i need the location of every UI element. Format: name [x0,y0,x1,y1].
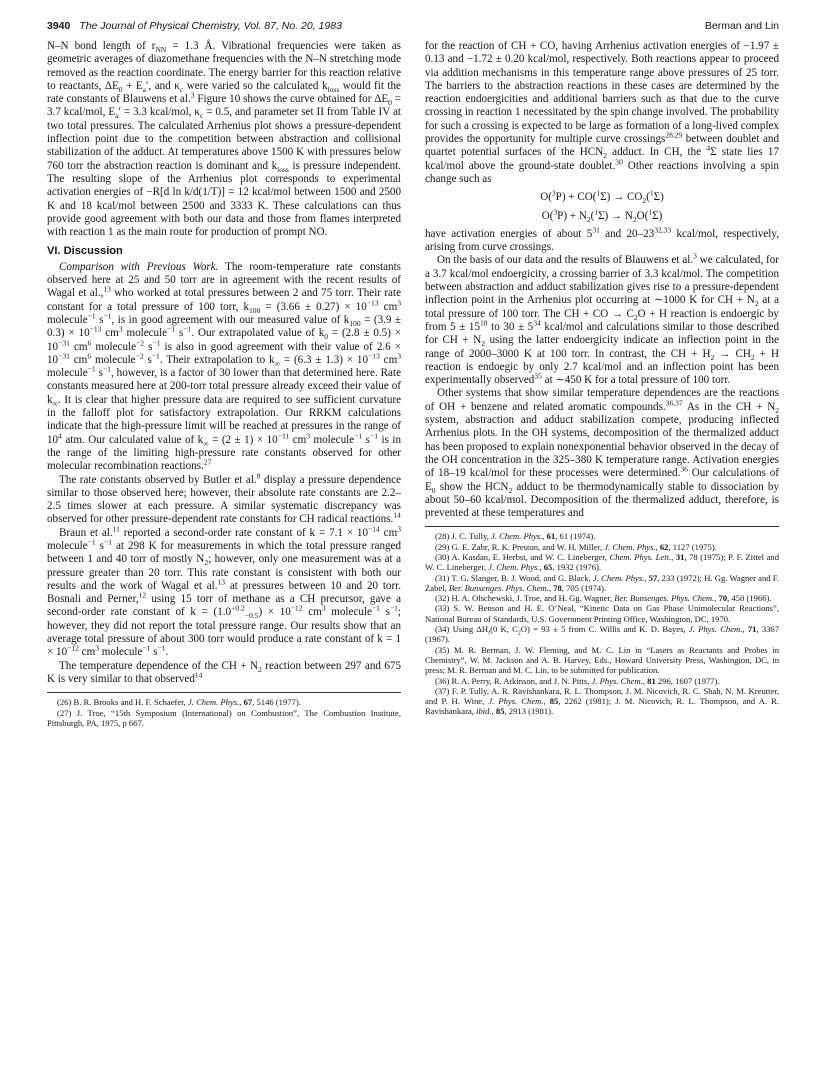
section-heading: VI. Discussion [47,245,123,258]
reference-item: (35) M. R. Berman, J. W. Fleming, and M. C. Lin in “Lasers as Reactants and Probes in Chemistry”, W. M. Jackson and A. B. Harvey, Eds., Howard University Press, Washington, DC, in press; M. R. Berman and M. C. Lin, to be submitted for publication. [425,644,779,676]
reference-item: (34) Using $\Delta H_f(0$ K, $C_2O) = 93 \pm 5$ from C. Willis and K. D. Bayes, J. Phys. Chem., 71, 3367 (1967). [425,624,780,645]
paragraph: for the reaction of CH + CO, having Arrhenius activation energies of −1.97 ± 0.13 and −1.72 ± 0.20 kcal/mol, respectively. Both reactions appear to proceed via addition mechanisms in this temperature range above pressures of 25 torr. The barriers to the abstraction reactions in these cases are determined by the reaction endoergicities and additional barriers such as that due to the curve crossing in reaction 1 necessitated by the spin change involved. The probability for such a crossing is expected to be large as formation of a long-lived complex provides the opportunity for multiple curve crossings$^{28,29}$ between doublet and quartet potential surfaces of the $HCN_2$ adduct. In CH, the $^4$Σ state lies 17 kcal/mol above the ground-state doublet.$^{30}$ Other reactions involving a spin change such as [425,40,779,185]
reference-item: (33) S. W. Benson and H. E. O’Neal, “Kinetic Data on Gas Phase Unimolecular Reactions”, National Bureau of Standards, U.S. Government Printing Office, Washington, DC, 1970. [425,603,779,624]
paragraph: Braun et al.$^{11}$ reported a second-order rate constant of $k = 7.1 \times 10^{-14}$ $cm^3$ molecule$^{-1}$ $s^{-1}$ at 298 K for measurements in which the total pressure ranged between 1 and 40 torr of mostly $N_2$; however, only one measurement was at a pressure greater than 20 torr. This rate constant is consistent with both our results and the work of Wagal et al.$^{13}$ at pressures between 10 and 20 torr. Bosnali and Perner,$^{12}$ using 15 torr of methane as a CH precursor, gave a second-order rate constant of $k = (1.0^{+0.2}_{-0.5}) \times 10^{-12}$ $cm^3$ molecule$^{-1}$ $s^{-1}$; however, they did not report the total pressure range. Our results show that an average total pressure of about 300 torr would produce a rate constant of $k = 1 \times 10^{-12}$ $cm^3$ molecule$^{-1}$ $s^{-1}$. [47,524,402,659]
references-list [47,697,401,728]
reference-item: (31) T. G. Slanger, B. J. Wood, and G. Black, J. Chem. Phys., 57, 233 (1972); H. Gg. Wagner and F. Zabel, Ber. Bunsenges. Phys. Chem., 78, 705 (1974). [425,572,780,593]
journal-citation: The Journal of Physical Chemistry, Vol. 87, No. 20, 1983 [79,20,342,32]
paragraph: The temperature dependence of the CH + $N_2$ reaction between 297 and 675 K is very similar to that observed$^{14}$ [47,659,401,685]
paragraph: Comparison with Previous Work. The room-temperature rate constants observed here at 25 and 50 torr are in agreement with the recent results of Wagal et al.,$^{13}$ who worked at total pressures between 2 and 75 torr. Their rate constant for a total pressure of 100 torr, $k_{100} = (3.66 \pm 0.27) \times 10^{-13}$ $cm^3$ molecule$^{-1}$ $s^{-1}$, is in good agreement with our measured value of $k_{100} = (3.9 \pm 0.3) \times 10^{-13}$ $cm^3$ molecule$^{-1}$ $s^{-1}$. Our extrapolated value of $k_0 = (2.8 \pm 0.5) \times 10^{-31}$ $cm^6$ molecule$^{-2}$ $s^{-1}$ is also in good agreement with their value of $2.6 \times 10^{-31}$ $cm^6$ molecule$^{-2}$ $s^{-1}$. Their extrapolation to $k_\infty = (6.3 \pm 1.3) \times 10^{-13}$ $cm^3$ molecule$^{-1}$ $s^{-1}$, however, is a factor of 30 lower than that determined here. Rate constants measured here at 200-torr total pressure already exceed their value of $k_\infty$. It is clear that higher pressure data are required to see sufficient curvature in the falloff plot for satisfactory extrapolation. Our RRKM calculations indicate that the high-pressure limit will be reached at pressures in the range of $10^4$ atm. Our calculated value of $k_\infty = (2 \pm 1) \times 10^{-11}$ $cm^3$ molecule$^{-1}$ $s^{-1}$ is in the range of the limiting high-pressure rate constants observed for other molecular recombination reactions.$^{27}$ [47,260,402,473]
paragraph: N–N bond length of $r_{NN} = 1.3$ Å. Vibrational frequencies were taken as geometric averages of diazomethane frequencies with the N–N stretching mode removed as the reaction coordinate. The energy barrier for this reaction relative to reactants, $\Delta E_0 + E_a'$, and $\kappa_c$ were varied so the calculated $k_{loss}$ would fit the rate constants of Blauwens et al.$^3$ Figure 10 shows the curve obtained for $\Delta E_0 = 3.7$ kcal/mol, $E_a' = 3.3$ kcal/mol, $\kappa_c = 0.5$, and parameter set II from Table IV at two total pressures. The calculated Arrhenius plot shows a pressure-dependent inflection point due to the competition between abstraction and collisional stabilization of the adduct. At temperatures above 1500 K with pressures below 760 torr the abstraction reaction is dominant and $k_{loss}$ is pressure independent. The resulting slope of the Arrhenius plot corresponds to experimental activation energies of −R[d ln k/d(1/T)] = 12 kcal/mol between 1500 and 2500 K and 18 kcal/mol between 2500 and 3333 K. These calculations can thus provide good agreement with both our data and those from flames interpreted with reaction 1 as the main route for production of prompt NO. [47,40,401,239]
page-number: 3940 [47,20,71,32]
paragraph: have activation energies of about $5^{31}$ and 20–23$^{32,33}$ kcal/mol, respectively, arising from curve crossings. [425,225,779,254]
reference-item: (27) J. Troe, “15th Symposium (International) on Combustion”, The Combustion Institute, Pittsburgh, PA, 1975, p 667. [47,707,401,728]
author-running-head: Berman and Lin [704,20,779,32]
equation: $O(^3P) + CO(^1\Sigma) \to CO_2(^1\Sigma)$ [540,188,664,206]
reference-item: (30) A. Kasdan, E. Herbst, and W. C. Lineberger, Chem. Phys. Lett., 31, 78 (1975); P. F. Zittel and W. C. Lineberger, J. Chem. Phys., 65, 1932 (1976). [425,551,780,573]
left-column [47,40,401,728]
paragraph: The rate constants observed by Butler et al.$^8$ display a pressure dependence similar to those observed here; however, their absolute rate constants are 2.2–2.5 times slower at each pressure. A similar systematic discrepancy was observed for other pressure-dependent rate constants for CH radical reactions.$^{14}$ [47,470,401,526]
equation: $O(^3P) + N_2(^1\Sigma) \to N_2O(^1\Sigma)$ [541,206,663,224]
reference-item: (28) J. C. Tully, J. Chem. Phys., 61, 61 (1974). [435,531,596,542]
paragraph: On the basis of our data and the results of Blauwens et al.$^3$ we calculated, for a 3.7 kcal/mol endoergicity, a crossing barrier of 3.3 kcal/mol. The competition between abstraction and adduct stabilization gives rise to a pressure-dependent inflection point in the Arrhenius plot occurring at ∼1000 K for CH + $N_2$ at a total pressure of 100 torr. The CH + CO → $C_2O + H$ reaction is endoergic by from $5 \pm 15^{18}$ to $30 \pm 5^{34}$ kcal/mol and calculations similar to those described for CH + $N_2$ using the latter endoergicity indicate an inflection point in the range of 2000–3000 K at 100 torr. In contrast, the CH + $H_2 \to CH_2 + H$ reaction is endoegic by only 2.7 kcal/mol and an inflection point has been experimentally observed$^{35}$ at ∼450 K for a total pressure of 100 torr. [425,251,780,387]
page-header [47,20,779,36]
footnote-divider [47,692,401,693]
reference-item: (37) F. P. Tully, A. R. Ravishankara, R. L. Thompson, J. M. Nicovich, R. C. Shah, N. M. Kreutter, and P. H. Wine, J. Phys. Chem., 85, 2262 (1981); J. M. Nicovich, R. L. Thompson, and A. R. Ravishankara, ibid., 85, 2913 (1981). [425,685,780,717]
footnote-divider [425,526,779,527]
paragraph: Other systems that show similar temperature dependences are the reactions of OH + benzene and related aromatic compounds.$^{36,37}$ As in the CH + $N_2$ system, abstraction and adduct stabilization compete, producing inflected Arrhenius plots. In the OH systems, decomposition of the thermalized adduct has been proposed to explain nonexponential behavior observed in the decay of the OH concentration in the 325–380 K temperature range. Activation energies of 18–19 kcal/mol for these processes were determined.$^{36}$ Our calculations of $E_0$ show the $HCN_2$ adduct to be thermodynamically stable to dissociation by about 50–60 kcal/mol. Decomposition of the thermalized adduct, therefore, is prevented at these temperatures and [425,387,780,520]
reference-item: (29) G. E. Zahr, R. K. Preston, and W. H. Miller, J. Chem. Phys., 62, 1127 (1975). [435,541,717,552]
references-list [425,531,779,716]
reference-item: (32) H. A. Olschewski, J. Troe, and H. Gg. Wagner, Ber. Bunsenges. Phys. Chem., 70, 450 (1966). [435,593,772,604]
right-column [425,40,779,717]
reference-item: (36) R. A. Perry, R. Atkinson, and J. N. Pitts, J. Phys. Chem., 81 296, 1607 (1977). [435,675,720,686]
running-head [47,20,342,32]
reference-item: (26) B. R. Brooks and H. F. Schaefer, J. Chem. Phys., 67, 5146 (1977). [57,697,301,708]
